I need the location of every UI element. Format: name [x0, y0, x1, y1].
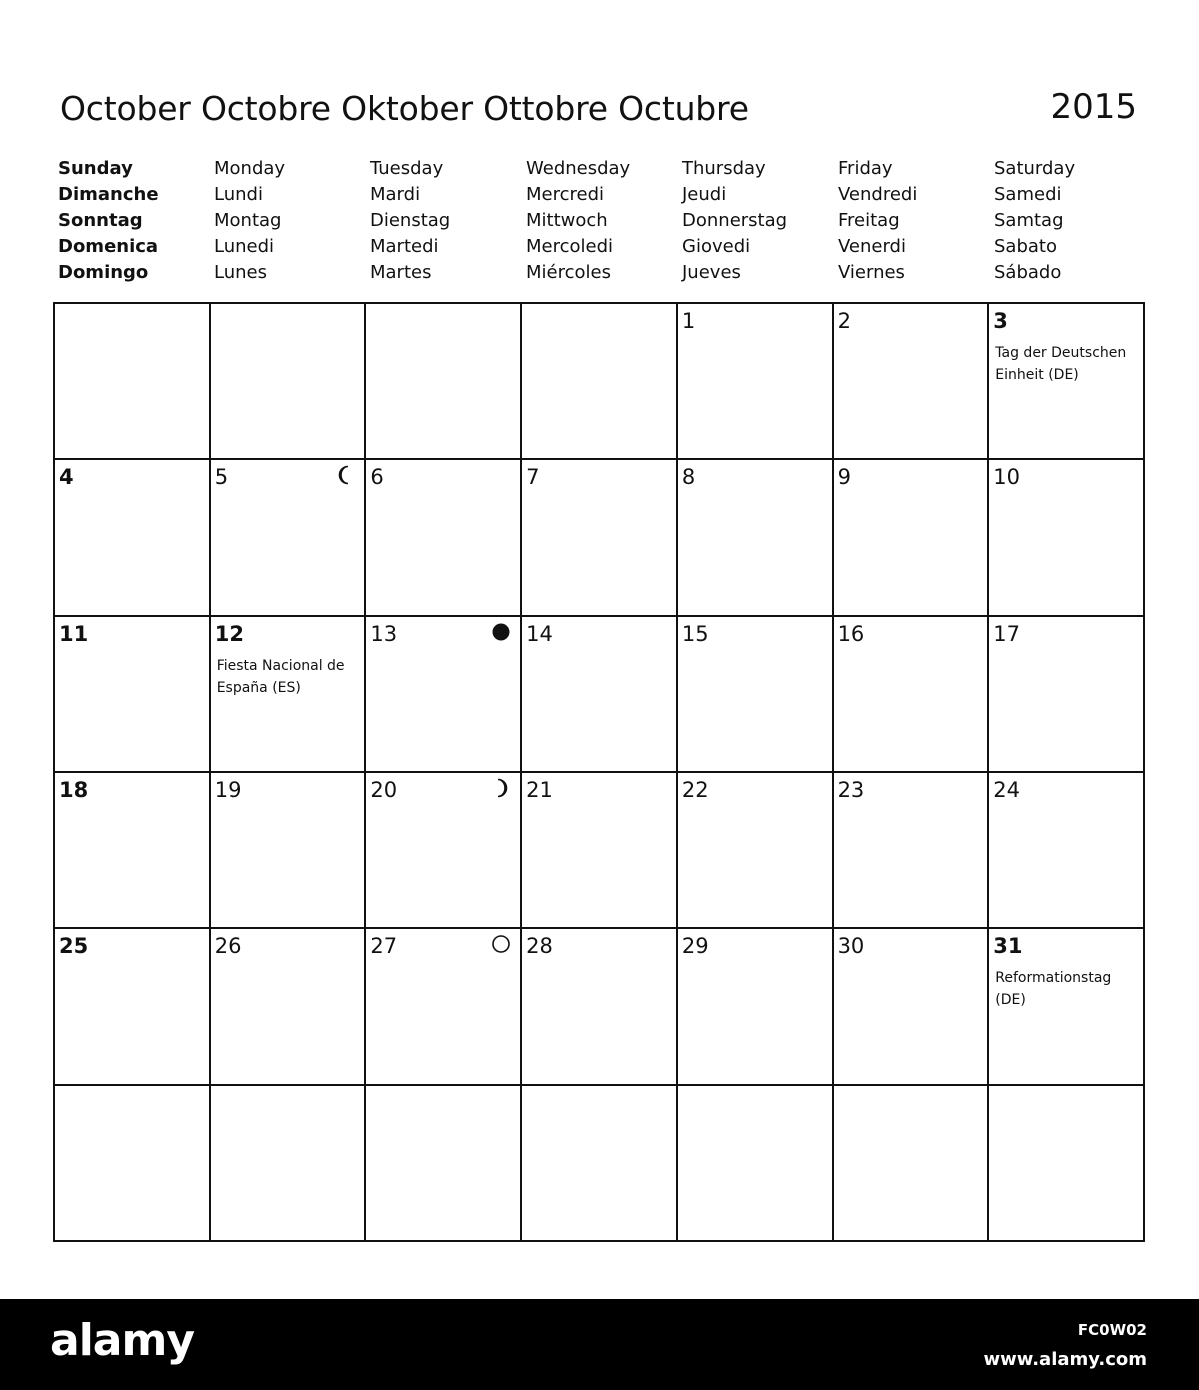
- weekday-label: Martes: [370, 262, 432, 283]
- day-cell-20: [366, 773, 522, 929]
- day-number: 6: [370, 465, 384, 490]
- weekday-label: Martedi: [370, 236, 439, 257]
- day-number: 25: [59, 934, 89, 959]
- weekday-label: Sunday: [58, 158, 133, 179]
- weekday-label: Lunedi: [214, 236, 275, 257]
- day-number: 3: [993, 309, 1008, 333]
- day-cell-5: [211, 460, 367, 616]
- day-number: 29: [681, 934, 709, 959]
- weekday-label: Viernes: [838, 262, 905, 283]
- day-number: 31: [993, 934, 1023, 959]
- empty-cell: [211, 304, 367, 460]
- empty-cell: [522, 1086, 678, 1242]
- holiday-label: Reformationstag (DE): [995, 970, 1112, 1009]
- weekday-label: Venerdi: [838, 236, 906, 257]
- weekday-label: Tuesday: [370, 158, 444, 179]
- day-cell-13: [366, 617, 522, 773]
- day-number: 20: [370, 777, 398, 802]
- day-number: 8: [681, 465, 696, 490]
- empty-cell: [55, 1086, 211, 1242]
- site-url: www.alamy.com: [983, 1349, 1147, 1370]
- weekday-label: Mardi: [370, 184, 421, 205]
- day-number: 17: [993, 621, 1021, 646]
- weekday-label: Friday: [838, 158, 893, 179]
- day-cell-15: [678, 617, 834, 773]
- month-title: October Octobre Oktober Ottobre Octubre: [60, 89, 749, 128]
- weekday-monday: [209, 156, 365, 286]
- day-number: 30: [837, 934, 865, 959]
- new-moon-icon: [490, 621, 512, 643]
- day-cell-6: [366, 460, 522, 616]
- day-cell-29: [678, 929, 834, 1085]
- day-cell-1: [678, 304, 834, 460]
- day-number: 1: [681, 309, 696, 333]
- weekday-header-row: [53, 156, 1145, 286]
- weekday-friday: [833, 156, 989, 286]
- weekday-label: Vendredi: [838, 184, 918, 205]
- day-number: 19: [214, 777, 242, 802]
- weekday-sunday: [53, 156, 209, 286]
- weekday-label: Mittwoch: [526, 210, 608, 231]
- calendar-grid: [53, 302, 1145, 1242]
- day-cell-3: [989, 304, 1145, 460]
- empty-cell: [55, 304, 211, 460]
- day-cell-18: [55, 773, 211, 929]
- weekday-label: Wednesday: [526, 158, 631, 179]
- day-number: 27: [370, 934, 398, 959]
- day-cell-28: [522, 929, 678, 1085]
- empty-cell: [211, 1086, 367, 1242]
- day-cell-9: [834, 460, 990, 616]
- weekday-label: Sonntag: [58, 210, 143, 231]
- day-cell-11: [55, 617, 211, 773]
- day-number: 2: [837, 309, 851, 333]
- weekday-label: Lunes: [214, 262, 267, 283]
- holiday-label: Fiesta Nacional de España (ES): [216, 657, 345, 696]
- day-number: 24: [993, 777, 1021, 802]
- weekday-label: Samedi: [994, 184, 1062, 205]
- day-number: 15: [681, 621, 709, 646]
- day-cell-27: [366, 929, 522, 1085]
- day-cell-30: [834, 929, 990, 1085]
- day-cell-25: [55, 929, 211, 1085]
- day-cell-17: [989, 617, 1145, 773]
- weekday-label: Donnerstag: [682, 210, 788, 231]
- day-number: 7: [526, 465, 540, 490]
- empty-cell: [366, 304, 522, 460]
- day-number: 23: [837, 777, 865, 802]
- day-number: 5: [214, 465, 229, 490]
- day-cell-31: [989, 929, 1145, 1085]
- day-number: 18: [59, 777, 89, 802]
- first-quarter-icon: [490, 777, 512, 799]
- empty-cell: [366, 1086, 522, 1242]
- day-cell-12: [211, 617, 367, 773]
- weekday-label: Domenica: [58, 236, 159, 257]
- empty-cell: [989, 1086, 1145, 1242]
- day-number: 22: [681, 777, 709, 802]
- image-id: FC0W02: [1077, 1321, 1147, 1339]
- weekday-thursday: [677, 156, 833, 286]
- day-number: 26: [214, 934, 242, 959]
- day-number: 10: [993, 465, 1021, 490]
- day-cell-16: [834, 617, 990, 773]
- alamy-logo: alamy: [50, 1315, 194, 1366]
- day-number: 13: [370, 621, 398, 646]
- empty-cell: [678, 1086, 834, 1242]
- weekday-label: Giovedi: [682, 236, 751, 257]
- weekday-label: Dimanche: [58, 184, 159, 205]
- day-cell-22: [678, 773, 834, 929]
- weekday-tuesday: [365, 156, 521, 286]
- weekday-label: Dienstag: [370, 210, 451, 231]
- day-cell-2: [834, 304, 990, 460]
- day-cell-8: [678, 460, 834, 616]
- day-cell-10: [989, 460, 1145, 616]
- day-cell-7: [522, 460, 678, 616]
- day-cell-26: [211, 929, 367, 1085]
- year-label: 2015: [1050, 87, 1137, 127]
- day-number: 11: [59, 621, 89, 646]
- day-number: 9: [837, 465, 851, 490]
- weekday-label: Domingo: [58, 262, 149, 283]
- day-cell-14: [522, 617, 678, 773]
- empty-cell: [522, 304, 678, 460]
- empty-cell: [834, 1086, 990, 1242]
- weekday-label: Jeudi: [682, 184, 727, 205]
- day-number: 12: [214, 621, 244, 646]
- day-cell-19: [211, 773, 367, 929]
- weekday-label: Monday: [214, 158, 286, 179]
- day-number: 16: [837, 621, 865, 646]
- weekday-label: Jueves: [682, 262, 741, 283]
- weekday-label: Mercoledi: [526, 236, 614, 257]
- day-number: 4: [59, 465, 74, 490]
- full-moon-icon: [490, 933, 512, 955]
- weekday-wednesday: [521, 156, 677, 286]
- weekday-label: Montag: [214, 210, 282, 231]
- watermark-bar: [0, 1299, 1199, 1390]
- weekday-label: Freitag: [838, 210, 900, 231]
- weekday-label: Mercredi: [526, 184, 605, 205]
- day-cell-4: [55, 460, 211, 616]
- day-number: 21: [526, 777, 553, 802]
- day-number: 28: [526, 934, 553, 959]
- weekday-label: Sabato: [994, 236, 1057, 257]
- holiday-label: Tag der Deutschen Einheit (DE): [995, 345, 1127, 383]
- day-cell-24: [989, 773, 1145, 929]
- weekday-label: Saturday: [994, 158, 1076, 179]
- day-number: 14: [526, 621, 553, 646]
- weekday-label: Sábado: [994, 262, 1062, 283]
- weekday-label: Lundi: [214, 184, 263, 205]
- weekday-label: Thursday: [682, 158, 766, 179]
- day-cell-23: [834, 773, 990, 929]
- waning-crescent-icon: [334, 464, 356, 486]
- weekday-label: Samtag: [994, 210, 1064, 231]
- day-cell-21: [522, 773, 678, 929]
- weekday-saturday: [989, 156, 1145, 286]
- weekday-label: Miércoles: [526, 262, 611, 283]
